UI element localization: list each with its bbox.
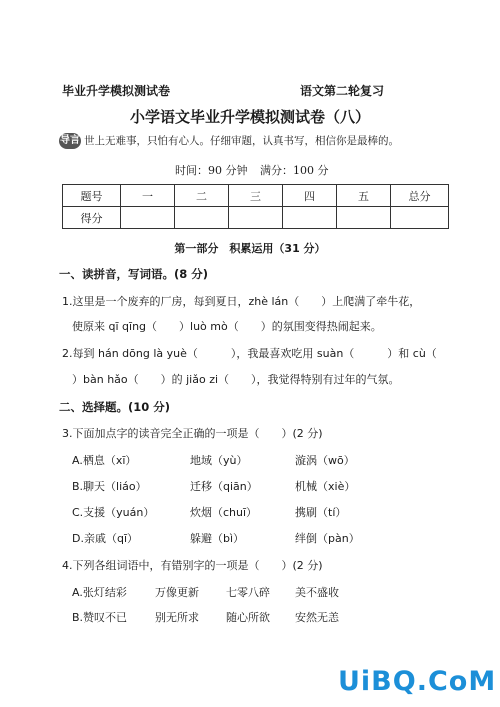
score-cell[interactable] <box>283 207 337 229</box>
question-3: 3.下面加点字的读音完全正确的一项是（ ）(2 分) <box>62 427 323 440</box>
guide-badge: 导言 <box>59 133 81 149</box>
score-row-label: 得分 <box>63 207 121 229</box>
q4-option-word: 随心所欲 <box>226 611 270 624</box>
q4-option-word: 万像更新 <box>155 586 199 599</box>
score-cell[interactable] <box>391 207 449 229</box>
page-title: 小学语文毕业升学模拟测试卷（八） <box>129 108 370 126</box>
section-2-title: 二、选择题。(10 分) <box>59 400 171 414</box>
q3-option: C.支援（yuán） <box>72 506 155 519</box>
score-table-score-row <box>63 207 449 229</box>
q3-option-word: 迁移（qiān） <box>190 480 258 493</box>
q3-option-word: 机械（xiè） <box>295 480 356 493</box>
score-cell[interactable] <box>229 207 283 229</box>
q4-option: B.赞叹不已 <box>72 611 128 624</box>
watermark: UiBQ.CoM <box>338 666 497 697</box>
q3-option-word: 躲避（bì） <box>190 532 245 545</box>
q4-option: A.张灯结彩 <box>72 586 127 599</box>
header-right: 语文第二轮复习 <box>300 84 385 98</box>
score-table-header-cell: 三 <box>229 185 283 207</box>
q4-option-word: 美不盛收 <box>295 586 339 599</box>
q3-option-word: 绊倒（pàn） <box>295 532 360 545</box>
exam-score: 满分：100 分 <box>260 164 329 177</box>
question-line: 2.每到 hán dōng là yuè（ ），我最喜欢吃用 suàn（ ）和 cù（ <box>62 347 437 360</box>
score-table-header-cell: 二 <box>175 185 229 207</box>
score-table-header-row <box>63 185 449 207</box>
q3-option-word: 携刷（tí） <box>295 506 347 519</box>
q3-option: D.亲戚（qī） <box>72 532 139 545</box>
guide-line <box>59 133 399 149</box>
q4-option-word: 别无所求 <box>155 611 199 624</box>
part-heading: 第一部分 积累运用（31 分） <box>174 242 326 255</box>
score-table-header-cell: 五 <box>337 185 391 207</box>
section-1-title: 一、读拼音，写词语。(8 分) <box>59 267 209 281</box>
question-line: 使原来 qī qīng（ ）luò mò（ ）的氛围变得热闹起来。 <box>72 320 382 333</box>
score-table-header-cell: 总分 <box>391 185 449 207</box>
header-left: 毕业升学模拟测试卷 <box>62 84 171 98</box>
score-cell[interactable] <box>121 207 175 229</box>
score-table-header-cell: 题号 <box>63 185 121 207</box>
score-table-header-cell: 四 <box>283 185 337 207</box>
q4-option-word: 安然无恙 <box>295 611 339 624</box>
question-line: 1.这里是一个废弃的厂房，每到夏日，zhè lán（ ）上爬满了牵牛花， <box>62 295 421 308</box>
question-line: ）bàn hǎo（ ）的 jiǎo zi（ ），我觉得特别有过年的气氛。 <box>72 373 400 386</box>
q3-option-word: 漩涡（wō） <box>295 454 355 467</box>
question-4: 4.下列各组词语中，有错别字的一项是（ ）(2 分) <box>62 559 323 572</box>
score-table-header-cell: 一 <box>121 185 175 207</box>
q3-option-word: 地域（yù） <box>190 454 248 467</box>
score-table <box>62 184 449 229</box>
q4-option-word: 七零八碎 <box>226 586 270 599</box>
q3-option-word: 炊烟（chuī） <box>190 506 258 519</box>
guide-text: 世上无难事，只怕有心人。仔细审题，认真书写，相信你是最棒的。 <box>84 135 399 147</box>
q3-option: A.栖息（xī） <box>72 454 137 467</box>
score-cell[interactable] <box>337 207 391 229</box>
q3-option: B.聊天（liáo） <box>72 480 147 493</box>
exam-time: 时间：90 分钟 <box>175 164 248 177</box>
score-cell[interactable] <box>175 207 229 229</box>
